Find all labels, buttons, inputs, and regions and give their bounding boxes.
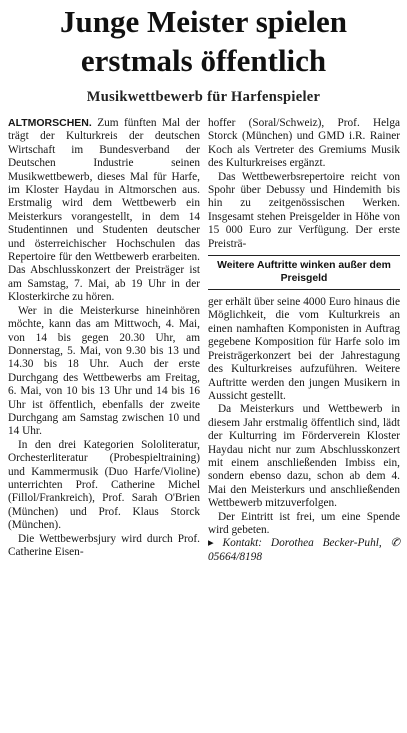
article-paragraph: Da Meisterkurs und Wettbewerb in diesem Jahr erstmalig öffentlich sind, lädt der Kulturring im Förderverein Kloster Haydau nicht nur zum Abschlusskonzert mit einem anschließenden Imbiss ein, sondern ebenso dazu, schon ab dem 4. Mai den Meisterkurs und anschließenden Wettbewerb mitzuverfolgen.	[208, 403, 400, 510]
contact-line	[208, 537, 400, 564]
contact-text: Kontakt: Dorothea Becker-Puhl, ✆ 05664/8198	[208, 537, 401, 563]
crosshead: Weitere Auftritte winken außer dem Preisgeld	[208, 255, 400, 290]
dateline: ALTMORSCHEN.	[8, 117, 92, 129]
article-paragraph: Das Wettbewerbsrepertoire reicht von Spohr über Debussy und Hindemith bis hin zu zeitgenössischen Werken. Insgesamt stehen Preisgelder in Höhe von 15 000 Euro zur Verfügung. Der erste Preisträ-	[208, 170, 400, 250]
article-column-left	[8, 117, 200, 559]
article-paragraph: ger erhält über seine 4000 Euro hinaus die Möglichkeit, die vom Kulturkreis an einen namhaften Komponisten in Auftrag gegebene Komposition für Harfe solo im Preisträgerkonzert bei der Jahrestagung des Kulturkreises aufzuführen. Weitere Auftritte werden den jungen Musikern in Aussicht gestellt.	[208, 296, 400, 402]
headline-line-1: Junge Meister spielen	[59, 4, 347, 39]
article-paragraph: Die Wettbewerbsjury wird durch Prof. Catherine Eisen-	[8, 532, 200, 558]
article-paragraph	[8, 117, 200, 305]
paragraph-text: Zum fünften Mal der trägt der Kulturkreis der deutschen Wirtschaft im Bundesverband der Deutschen Industrie seinen Musikwettbewerb, dieses Mal für Harfe, im Kloster Haydau in Altmorschen aus. Erstmalig wird dem Wettbewerb ein Meisterkurs vorangestellt, in dem 14 Studentinnen und Studenten deutscher und österreichischer Hochschulen das Repertoire für den Wettbewerb erarbeiten. Das Abschlusskonzert der Preisträger ist am Samstag, 7. Mai, ab 19 Uhr in der Klosterkirche zu hören.	[8, 117, 200, 304]
article-paragraph: Der Eintritt ist frei, um eine Spende wird gebeten.	[208, 510, 400, 536]
article-column-right	[208, 117, 400, 564]
article-paragraph: In den drei Kategorien Sololiteratur, Orchesterliteratur (Probespieltraining) und Kammermusik (Duo Harfe/Violine) unterrichten Prof. Catherine Michel (Fillol/Frankreich), Prof. Sarah O'Brien (München) und Prof. Klaus Storck (München).	[8, 438, 200, 532]
arrow-icon: ▸	[208, 537, 214, 550]
subheadline: Musikwettbewerb für Harfenspieler	[86, 89, 321, 105]
headline-line-2: erstmals öffentlich	[80, 43, 327, 78]
article-paragraph: hoffer (Soral/Schweiz), Prof. Helga Storck (München) und GMD i.R. Rainer Koch als Vertreter des Gremiums Musik des Kulturkreises ergänzt.	[208, 117, 400, 170]
article-paragraph: Wer in die Meisterkurse hineinhören möchte, kann das am Mittwoch, 4. Mai, von 14 bis gegen 20.30 Uhr, am Donnerstag, 5. Mai, von 9.30 bis 13 und 14.30 bis 18 Uhr. Auch der erste Durchgang des Wettbewerbs am Freitag, 6. Mai, von 10 bis 13 Uhr und 14 bis 16 Uhr ist öffentlich, ebenfalls der zweite Durchgang am Samstag zwischen 10 und 14 Uhr.	[8, 304, 200, 438]
